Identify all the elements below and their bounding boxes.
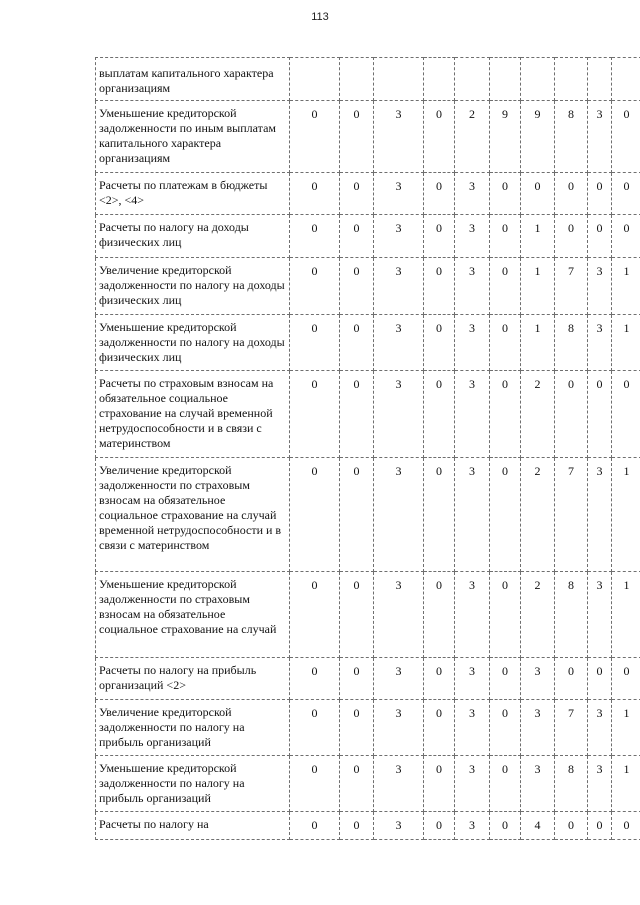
code-digit-cell: 0 [340, 315, 374, 371]
code-digit-cell: 0 [424, 101, 455, 173]
code-digit-cell: 0 [555, 173, 588, 215]
code-digit-cell: 3 [374, 315, 424, 371]
table-row [96, 572, 640, 658]
row-label: выплатам капитального характера организациям [96, 58, 290, 101]
code-digit-cell: 0 [290, 258, 340, 315]
code-digit-cell: 0 [490, 658, 521, 700]
code-digit-cell: 0 [424, 173, 455, 215]
code-digit-cell: 1 [612, 756, 640, 812]
code-digit-cell: 0 [340, 572, 374, 658]
code-digit-cell: 4 [521, 812, 555, 840]
code-digit-cell: 0 [340, 458, 374, 572]
row-label: Расчеты по налогу на [96, 812, 290, 840]
code-digit-cell: 8 [555, 101, 588, 173]
code-digit-cell: 3 [374, 756, 424, 812]
code-digit-cell: 0 [490, 371, 521, 458]
accounts-code-table [95, 57, 640, 840]
code-digit-cell: 3 [374, 371, 424, 458]
code-digit-cell: 3 [455, 173, 490, 215]
row-label: Расчеты по налогу на прибыль организаций <2> [96, 658, 290, 700]
code-digit-cell: 3 [455, 215, 490, 258]
code-digit-cell: 0 [424, 315, 455, 371]
code-digit-cell: 3 [374, 572, 424, 658]
row-label: Уменьшение кредиторской задолженности по иным выплатам капитального характера организациям [96, 101, 290, 173]
code-digit-cell [612, 58, 640, 101]
code-digit-cell: 1 [612, 572, 640, 658]
row-label: Уменьшение кредиторской задолженности по страховым взносам на обязательное социальное страхование на случай [96, 572, 290, 658]
table-row [96, 756, 640, 812]
code-digit-cell: 0 [555, 658, 588, 700]
table-row [96, 371, 640, 458]
code-digit-cell: 3 [455, 258, 490, 315]
code-digit-cell: 0 [290, 572, 340, 658]
code-digit-cell: 0 [340, 700, 374, 756]
code-digit-cell: 3 [374, 458, 424, 572]
code-digit-cell: 0 [424, 458, 455, 572]
code-digit-cell [290, 58, 340, 101]
row-label: Расчеты по налогу на доходы физических лиц [96, 215, 290, 258]
page-number: 113 [311, 11, 329, 23]
code-digit-cell: 3 [588, 572, 612, 658]
row-label: Расчеты по страховым взносам на обязательное социальное страхование на случай временной нетрудоспособности и в связи с материнством [96, 371, 290, 458]
code-digit-cell: 0 [588, 215, 612, 258]
code-digit-cell: 3 [588, 101, 612, 173]
code-digit-cell: 3 [374, 173, 424, 215]
code-digit-cell: 0 [490, 173, 521, 215]
code-digit-cell: 3 [588, 756, 612, 812]
code-digit-cell: 3 [374, 812, 424, 840]
code-digit-cell: 0 [612, 101, 640, 173]
code-digit-cell: 0 [290, 458, 340, 572]
code-digit-cell: 3 [374, 215, 424, 258]
code-digit-cell: 3 [588, 700, 612, 756]
code-digit-cell [490, 58, 521, 101]
code-digit-cell: 1 [612, 315, 640, 371]
code-digit-cell [521, 58, 555, 101]
code-digit-cell: 1 [521, 258, 555, 315]
row-label: Увеличение кредиторской задолженности по налогу на прибыль организаций [96, 700, 290, 756]
table-row [96, 215, 640, 258]
code-digit-cell: 2 [455, 101, 490, 173]
code-digit-cell: 0 [588, 173, 612, 215]
code-digit-cell: 3 [455, 315, 490, 371]
code-digit-cell: 0 [490, 700, 521, 756]
code-digit-cell: 0 [340, 173, 374, 215]
code-digit-cell [588, 58, 612, 101]
table-row [96, 173, 640, 215]
code-digit-cell: 0 [588, 812, 612, 840]
code-digit-cell [424, 58, 455, 101]
code-digit-cell [374, 58, 424, 101]
code-digit-cell: 0 [290, 173, 340, 215]
code-digit-cell: 7 [555, 258, 588, 315]
code-digit-cell: 0 [424, 756, 455, 812]
code-digit-cell: 1 [521, 315, 555, 371]
code-digit-cell: 0 [424, 812, 455, 840]
code-digit-cell: 3 [374, 101, 424, 173]
code-digit-cell: 0 [612, 658, 640, 700]
code-digit-cell: 1 [612, 700, 640, 756]
code-digit-cell: 0 [340, 215, 374, 258]
code-digit-cell [455, 58, 490, 101]
code-digit-cell: 2 [521, 458, 555, 572]
code-digit-cell [340, 58, 374, 101]
row-label: Увеличение кредиторской задолженности по страховым взносам на обязательное социальное страхование на случай временной нетрудоспособности и в связи с материнством [96, 458, 290, 572]
code-digit-cell: 0 [490, 756, 521, 812]
table-row [96, 315, 640, 371]
code-digit-cell: 7 [555, 700, 588, 756]
code-digit-cell: 0 [612, 371, 640, 458]
row-label: Уменьшение кредиторской задолженности по налогу на доходы физических лиц [96, 315, 290, 371]
code-digit-cell: 3 [455, 658, 490, 700]
code-digit-cell: 0 [490, 812, 521, 840]
code-digit-cell: 0 [490, 572, 521, 658]
code-digit-cell: 0 [490, 458, 521, 572]
table-row [96, 700, 640, 756]
code-digit-cell: 0 [555, 812, 588, 840]
code-digit-cell: 3 [455, 458, 490, 572]
code-digit-cell: 0 [612, 812, 640, 840]
code-digit-cell: 3 [374, 700, 424, 756]
code-digit-cell: 0 [290, 756, 340, 812]
table-row [96, 101, 640, 173]
code-digit-cell: 0 [340, 658, 374, 700]
code-digit-cell: 8 [555, 572, 588, 658]
code-digit-cell: 0 [340, 101, 374, 173]
code-digit-cell: 0 [490, 215, 521, 258]
code-digit-cell: 0 [424, 572, 455, 658]
code-digit-cell: 0 [424, 658, 455, 700]
code-digit-cell: 0 [340, 812, 374, 840]
code-digit-cell: 8 [555, 315, 588, 371]
table-row [96, 658, 640, 700]
code-digit-cell: 3 [455, 371, 490, 458]
code-digit-cell: 0 [290, 371, 340, 458]
code-digit-cell: 0 [424, 371, 455, 458]
table-row [96, 812, 640, 840]
row-label: Расчеты по платежам в бюджеты <2>, <4> [96, 173, 290, 215]
table-row [96, 458, 640, 572]
code-digit-cell: 0 [612, 215, 640, 258]
code-digit-cell: 0 [424, 700, 455, 756]
code-digit-cell: 3 [455, 700, 490, 756]
table-row [96, 58, 640, 101]
code-digit-cell: 3 [588, 315, 612, 371]
code-digit-cell: 0 [340, 371, 374, 458]
code-digit-cell: 2 [521, 371, 555, 458]
code-digit-cell: 3 [521, 700, 555, 756]
code-digit-cell: 0 [490, 258, 521, 315]
code-digit-cell: 3 [455, 572, 490, 658]
code-digit-cell: 8 [555, 756, 588, 812]
code-digit-cell: 0 [290, 812, 340, 840]
code-digit-cell: 0 [588, 371, 612, 458]
code-digit-cell: 0 [290, 101, 340, 173]
code-digit-cell: 3 [374, 658, 424, 700]
code-digit-cell: 0 [490, 315, 521, 371]
code-digit-cell: 0 [340, 756, 374, 812]
code-digit-cell: 1 [612, 458, 640, 572]
code-digit-cell: 3 [588, 458, 612, 572]
code-digit-cell: 2 [521, 572, 555, 658]
code-digit-cell: 7 [555, 458, 588, 572]
code-digit-cell: 0 [424, 258, 455, 315]
row-label: Уменьшение кредиторской задолженности по налогу на прибыль организаций [96, 756, 290, 812]
table-row [96, 258, 640, 315]
code-digit-cell [555, 58, 588, 101]
code-digit-cell: 0 [521, 173, 555, 215]
code-digit-cell: 0 [290, 215, 340, 258]
code-digit-cell: 0 [555, 371, 588, 458]
code-digit-cell: 0 [290, 700, 340, 756]
code-digit-cell: 9 [490, 101, 521, 173]
code-digit-cell: 3 [521, 658, 555, 700]
code-digit-cell: 3 [455, 812, 490, 840]
code-digit-cell: 0 [290, 315, 340, 371]
code-digit-cell: 1 [612, 258, 640, 315]
code-digit-cell: 0 [588, 658, 612, 700]
code-digit-cell: 3 [374, 258, 424, 315]
code-digit-cell: 0 [424, 215, 455, 258]
code-digit-cell: 0 [612, 173, 640, 215]
code-digit-cell: 9 [521, 101, 555, 173]
code-digit-cell: 3 [588, 258, 612, 315]
code-digit-cell: 0 [290, 658, 340, 700]
code-digit-cell: 0 [340, 258, 374, 315]
code-digit-cell: 3 [521, 756, 555, 812]
code-digit-cell: 0 [555, 215, 588, 258]
code-digit-cell: 3 [455, 756, 490, 812]
row-label: Увеличение кредиторской задолженности по налогу на доходы физических лиц [96, 258, 290, 315]
code-digit-cell: 1 [521, 215, 555, 258]
